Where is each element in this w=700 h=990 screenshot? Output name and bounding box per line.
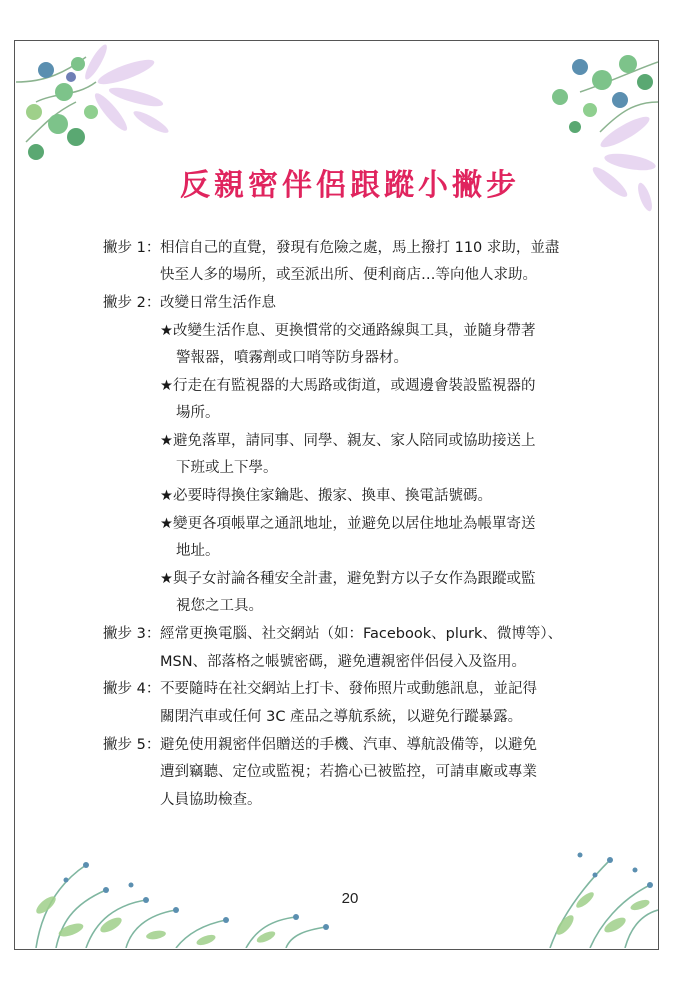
page-title: 反親密伴侶跟蹤小撇步 [180, 168, 520, 203]
step-1-label: 撇步 1： [103, 240, 161, 256]
step-4-line-1: 不要隨時在社交網站上打卡、發佈照片或動態訊息，並記得 [160, 681, 537, 697]
step-2-bullet-1-line-1: ★改變生活作息、更換慣常的交通路線與工具，並隨身帶著 [160, 323, 536, 339]
plant-decoration-bottom-right [540, 830, 658, 948]
step-2-bullet-5-line-2: 地址。 [176, 543, 220, 559]
step-2-bullet-2-line-2: 場所。 [176, 405, 220, 421]
step-2-bullet-2-line-1: ★行走在有監視器的大馬路或街道，或週邊會裝設監視器的 [160, 378, 536, 394]
step-2-bullet-3-line-1: ★避免落單，請同事、同學、親友、家人陪同或協助接送上 [160, 433, 536, 449]
floral-decoration-top-left [16, 42, 176, 162]
step-1-line-1: 相信自己的直覺，發現有危險之處，馬上撥打 110 求助，並盡 [160, 240, 560, 256]
step-2-bullet-6-line-1: ★與子女討論各種安全計畫，避免對方以子女作為跟蹤或監 [160, 571, 536, 587]
step-3-line-2: MSN、部落格之帳號密碼，避免遭親密伴侶侵入及盜用。 [160, 654, 527, 670]
step-5-label: 撇步 5： [103, 737, 161, 753]
step-5-line-3: 人員協助檢查。 [160, 792, 262, 808]
step-4-label: 撇步 4： [103, 681, 161, 697]
step-5-line-2: 遭到竊聽、定位或監視；若擔心已被監控，可請車廠或專業 [160, 764, 537, 780]
step-5-line-1: 避免使用親密伴侶贈送的手機、汽車、導航設備等，以避免 [160, 737, 537, 753]
step-2-bullet-6-line-2: 視您之工具。 [176, 598, 263, 614]
step-2-bullet-4-line-1: ★必要時得換住家鑰匙、搬家、換車、換電話號碼。 [160, 488, 492, 504]
step-2-bullet-5-line-1: ★變更各項帳單之通訊地址，並避免以居住地址為帳單寄送 [160, 516, 536, 532]
step-2-label: 撇步 2： [103, 295, 161, 311]
step-3-label: 撇步 3： [103, 626, 161, 642]
page-number: 20 [341, 890, 359, 907]
step-4-line-2: 關閉汽車或任何 3C 產品之導航系統，以避免行蹤暴露。 [160, 709, 523, 725]
step-2-bullet-1-line-2: 警報器，噴霧劑或口哨等防身器材。 [176, 350, 408, 366]
step-2-bullet-3-line-2: 下班或上下學。 [176, 460, 278, 476]
step-3-line-1: 經常更換電腦、社交網站（如：Facebook、plurk、微博等）、 [160, 626, 563, 642]
step-1-line-2: 快至人多的場所，或至派出所、便利商店…等向他人求助。 [160, 267, 537, 283]
step-2-line-1: 改變日常生活作息 [160, 295, 276, 311]
